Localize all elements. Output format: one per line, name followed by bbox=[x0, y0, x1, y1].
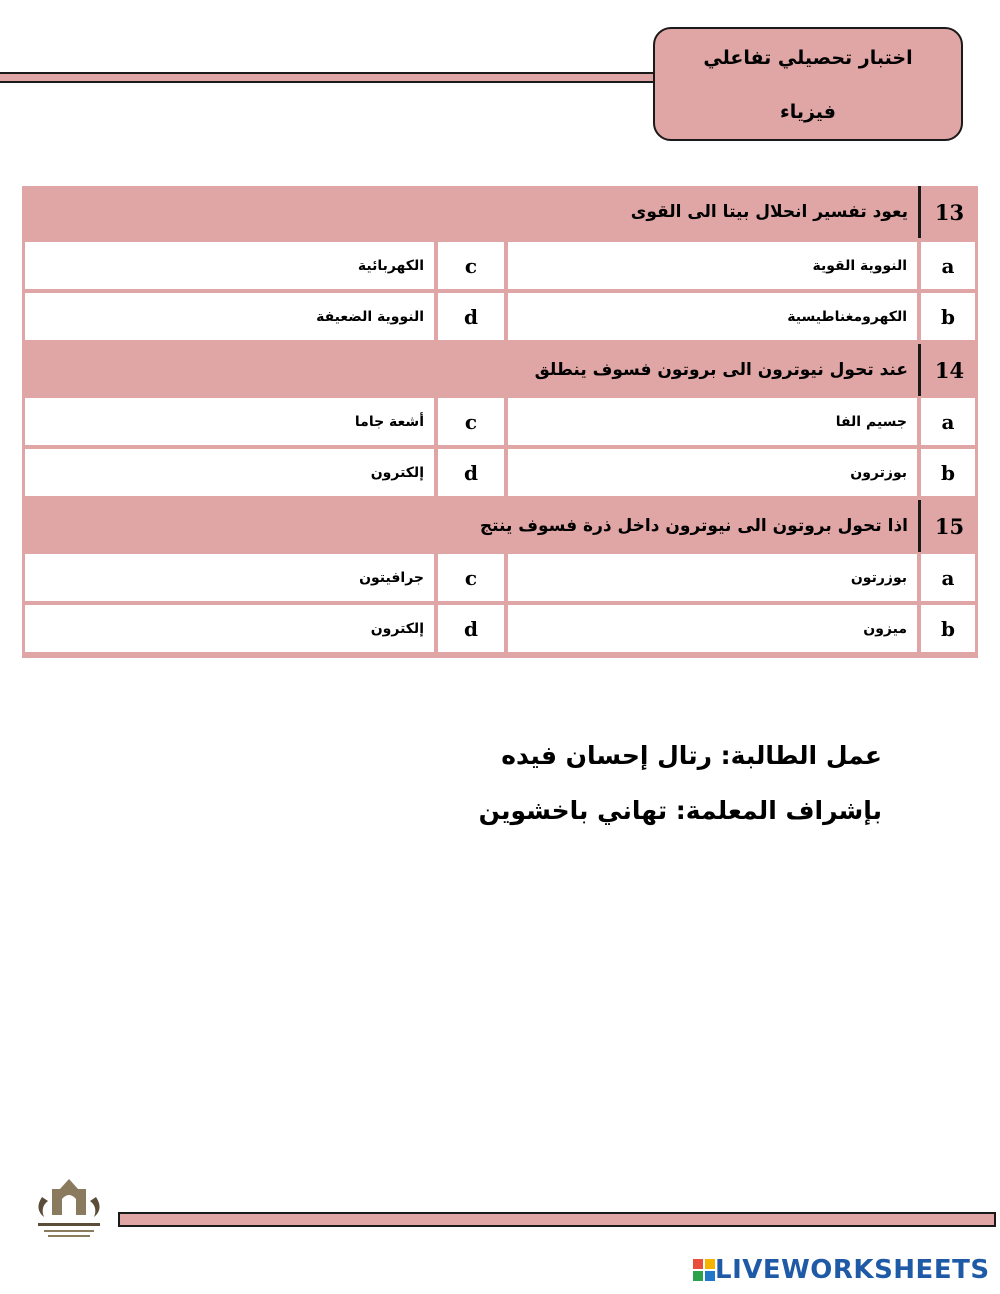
answer-option[interactable]: إلكترون bbox=[25, 449, 434, 496]
question-number: 13 bbox=[918, 186, 978, 238]
answer-option[interactable]: الكهرومغناطيسية bbox=[508, 293, 917, 340]
question-row bbox=[22, 500, 978, 552]
brand-text: LIVEWORKSHEETS bbox=[715, 1255, 990, 1285]
option-letter: b bbox=[921, 449, 975, 496]
quiz-table bbox=[22, 186, 978, 658]
answer-option[interactable]: بوزرتون bbox=[508, 554, 917, 601]
liveworksheets-brand[interactable] bbox=[693, 1253, 990, 1287]
question-text: يعود تفسير انحلال بيتا الى القوى bbox=[630, 202, 908, 222]
option-letter: d bbox=[438, 605, 504, 652]
quiz-title: اختبار تحصيلي تفاعلي bbox=[703, 47, 913, 69]
subject-title: فيزياء bbox=[780, 101, 836, 123]
answer-option[interactable]: جرافيتون bbox=[25, 554, 434, 601]
answer-option[interactable]: أشعة جاما bbox=[25, 398, 434, 445]
option-letter: b bbox=[921, 605, 975, 652]
option-letter: d bbox=[438, 449, 504, 496]
credits bbox=[479, 728, 882, 838]
option-letter: d bbox=[438, 293, 504, 340]
question-number: 15 bbox=[918, 500, 978, 552]
option-letter: a bbox=[921, 242, 975, 289]
option-letter: c bbox=[438, 554, 504, 601]
footer-rule bbox=[118, 1212, 996, 1227]
liveworksheets-logo-icon bbox=[693, 1259, 715, 1281]
header-rule bbox=[0, 72, 660, 83]
option-letter: a bbox=[921, 554, 975, 601]
option-letter: c bbox=[438, 398, 504, 445]
teacher-credit: بإشراف المعلمة: تهاني باخشوين bbox=[478, 796, 882, 825]
question-row bbox=[22, 344, 978, 396]
answer-option[interactable]: الكهربائية bbox=[25, 242, 434, 289]
option-letter: a bbox=[921, 398, 975, 445]
answer-option[interactable]: النووية القوية bbox=[508, 242, 917, 289]
title-box bbox=[653, 27, 963, 141]
answer-option[interactable]: إلكترون bbox=[25, 605, 434, 652]
answer-option[interactable]: بوزترون bbox=[508, 449, 917, 496]
question-text: اذا تحول بروتون الى نيوترون داخل ذرة فسوف ينتج bbox=[479, 516, 908, 536]
option-letter: c bbox=[438, 242, 504, 289]
answer-option[interactable]: النووية الضعيفة bbox=[25, 293, 434, 340]
question-row bbox=[22, 186, 978, 238]
school-logo-icon bbox=[30, 1175, 108, 1245]
question-number: 14 bbox=[918, 344, 978, 396]
answer-option[interactable]: ميزون bbox=[508, 605, 917, 652]
option-letter: b bbox=[921, 293, 975, 340]
student-credit: عمل الطالبة: رتال إحسان فيده bbox=[501, 741, 882, 770]
question-text: عند تحول نيوترون الى بروتون فسوف ينطلق bbox=[534, 360, 908, 380]
answer-option[interactable]: جسيم الفا bbox=[508, 398, 917, 445]
